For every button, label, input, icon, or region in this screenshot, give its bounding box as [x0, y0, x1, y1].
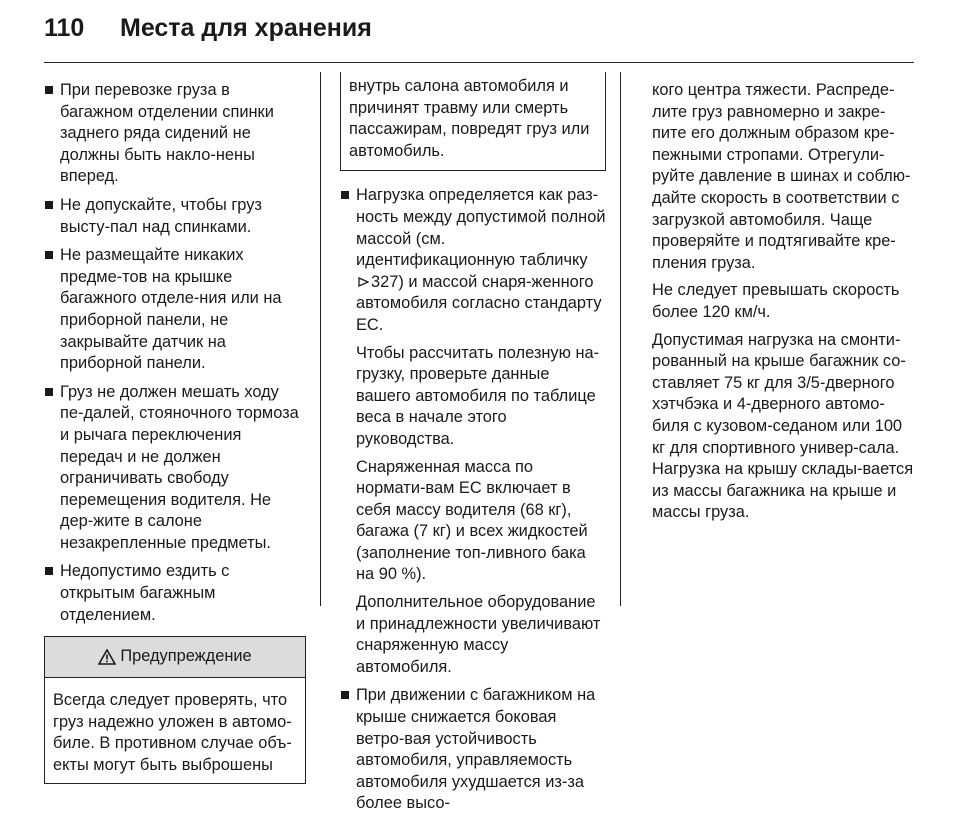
list-item-text: При движении с багажником на крыше снижается боковая ветро-вая устойчивость автомобиля, управляемость автомобиля ухудшается из-за более высо- — [356, 686, 596, 813]
column-1 — [44, 80, 306, 784]
page-header — [0, 0, 960, 60]
page-title: Места для хранения — [120, 14, 372, 42]
page-reference-triangle-icon — [358, 277, 369, 287]
list-item — [44, 561, 306, 626]
list-item-text: Нагрузка определяется как раз-ность между допустимой полной массой (см. идентификационную табличку — [356, 186, 606, 270]
paragraph: Допустимая нагрузка на смонти-рованный на крыше багажник со-ставляет 75 кг для 3/5-дверного хэтчбэка и 4-дверного автомо-биля с кузовом-седаном или 100 кг для спортивного универ-сала. Нагрузка на крышу склады-вается из массы багажника на крыше и массы груза. — [652, 330, 914, 522]
list-item-text: Груз не должен мешать ходу пе-далей, стояночного тормоза и рычага переключения передач и не должен ограничивать свободу перемещения водителя. Не дер-жите в салоне незакрепленные предметы. — [60, 382, 299, 552]
column-divider-2 — [620, 72, 621, 606]
bullet-square-icon — [45, 251, 53, 259]
list-item — [340, 685, 606, 815]
paragraph: Не следует превышать скорость более 120 км/ч. — [652, 281, 900, 321]
list-item — [340, 185, 606, 678]
warning-box-continued: внутрь салона автомобиля и причинят травму или смерть пассажирам, повредят груз или автомобиль. — [340, 72, 606, 171]
list-item — [44, 382, 306, 555]
paragraph: Дополнительное оборудование и принадлежности увеличивают снаряженную массу автомобиля. — [356, 593, 601, 676]
list-item — [44, 80, 306, 188]
list-item-text-continued: 327) и массой снаря-женного автомобиля согласно стандарту ЕС. — [356, 272, 602, 334]
warning-box — [44, 636, 306, 783]
bullet-square-icon — [341, 191, 349, 199]
column-divider-1 — [320, 72, 321, 606]
paragraph: кого центра тяжести. Распреде-лите груз равномерно и закре-пите его должным образом кре-пежными стропами. Отрегули-руйте давление в шинах и соблю-дайте скорость в соответствии с загрузкой автомобиля. Чаще проверяйте и подтягивайте кре-пления груза. — [652, 81, 911, 272]
warning-triangle-icon — [98, 649, 116, 665]
list-item — [44, 195, 306, 238]
column-2 — [340, 72, 606, 822]
column-3 — [652, 80, 914, 530]
bullet-square-icon — [341, 691, 349, 699]
page-number: 110 — [44, 14, 85, 42]
paragraph: Чтобы рассчитать полезную на-грузку, проверьте данные вашего автомобиля по таблице веса в начале этого руководства. — [356, 343, 600, 448]
header-divider — [44, 62, 914, 63]
warning-header — [45, 637, 305, 678]
list-item-text: Недопустимо ездить с открытым багажным отделением. — [60, 562, 230, 624]
list-item-text: Не допускайте, чтобы груз высту-пал над спинками. — [60, 195, 262, 236]
bullet-square-icon — [45, 388, 53, 396]
bullet-square-icon — [45, 201, 53, 209]
bullet-square-icon — [45, 567, 53, 575]
paragraph: Снаряженная масса по нормати-вам ЕС включает в себя массу водителя (68 кг), багажа (7 кг) и всех жидкостей (заполнение топ-ливного бака на 90 %). — [356, 457, 588, 584]
bullet-square-icon — [45, 86, 53, 94]
warning-title: Предупреждение — [120, 647, 252, 666]
warning-text: Всегда следует проверять, что груз надежно уложен в автомо-биле. В противном случае объ-екты могут быть выброшены — [53, 691, 292, 775]
list-item-text: При перевозке груза в багажном отделении спинки заднего ряда сидений не должны быть накло-нены вперед. — [60, 81, 274, 186]
list-item-text: Не размещайте никаких предме-тов на крышке багажного отделе-ния или на приборной панели, не закрывайте датчик на приборной панели. — [60, 246, 282, 373]
list-item — [44, 245, 306, 375]
